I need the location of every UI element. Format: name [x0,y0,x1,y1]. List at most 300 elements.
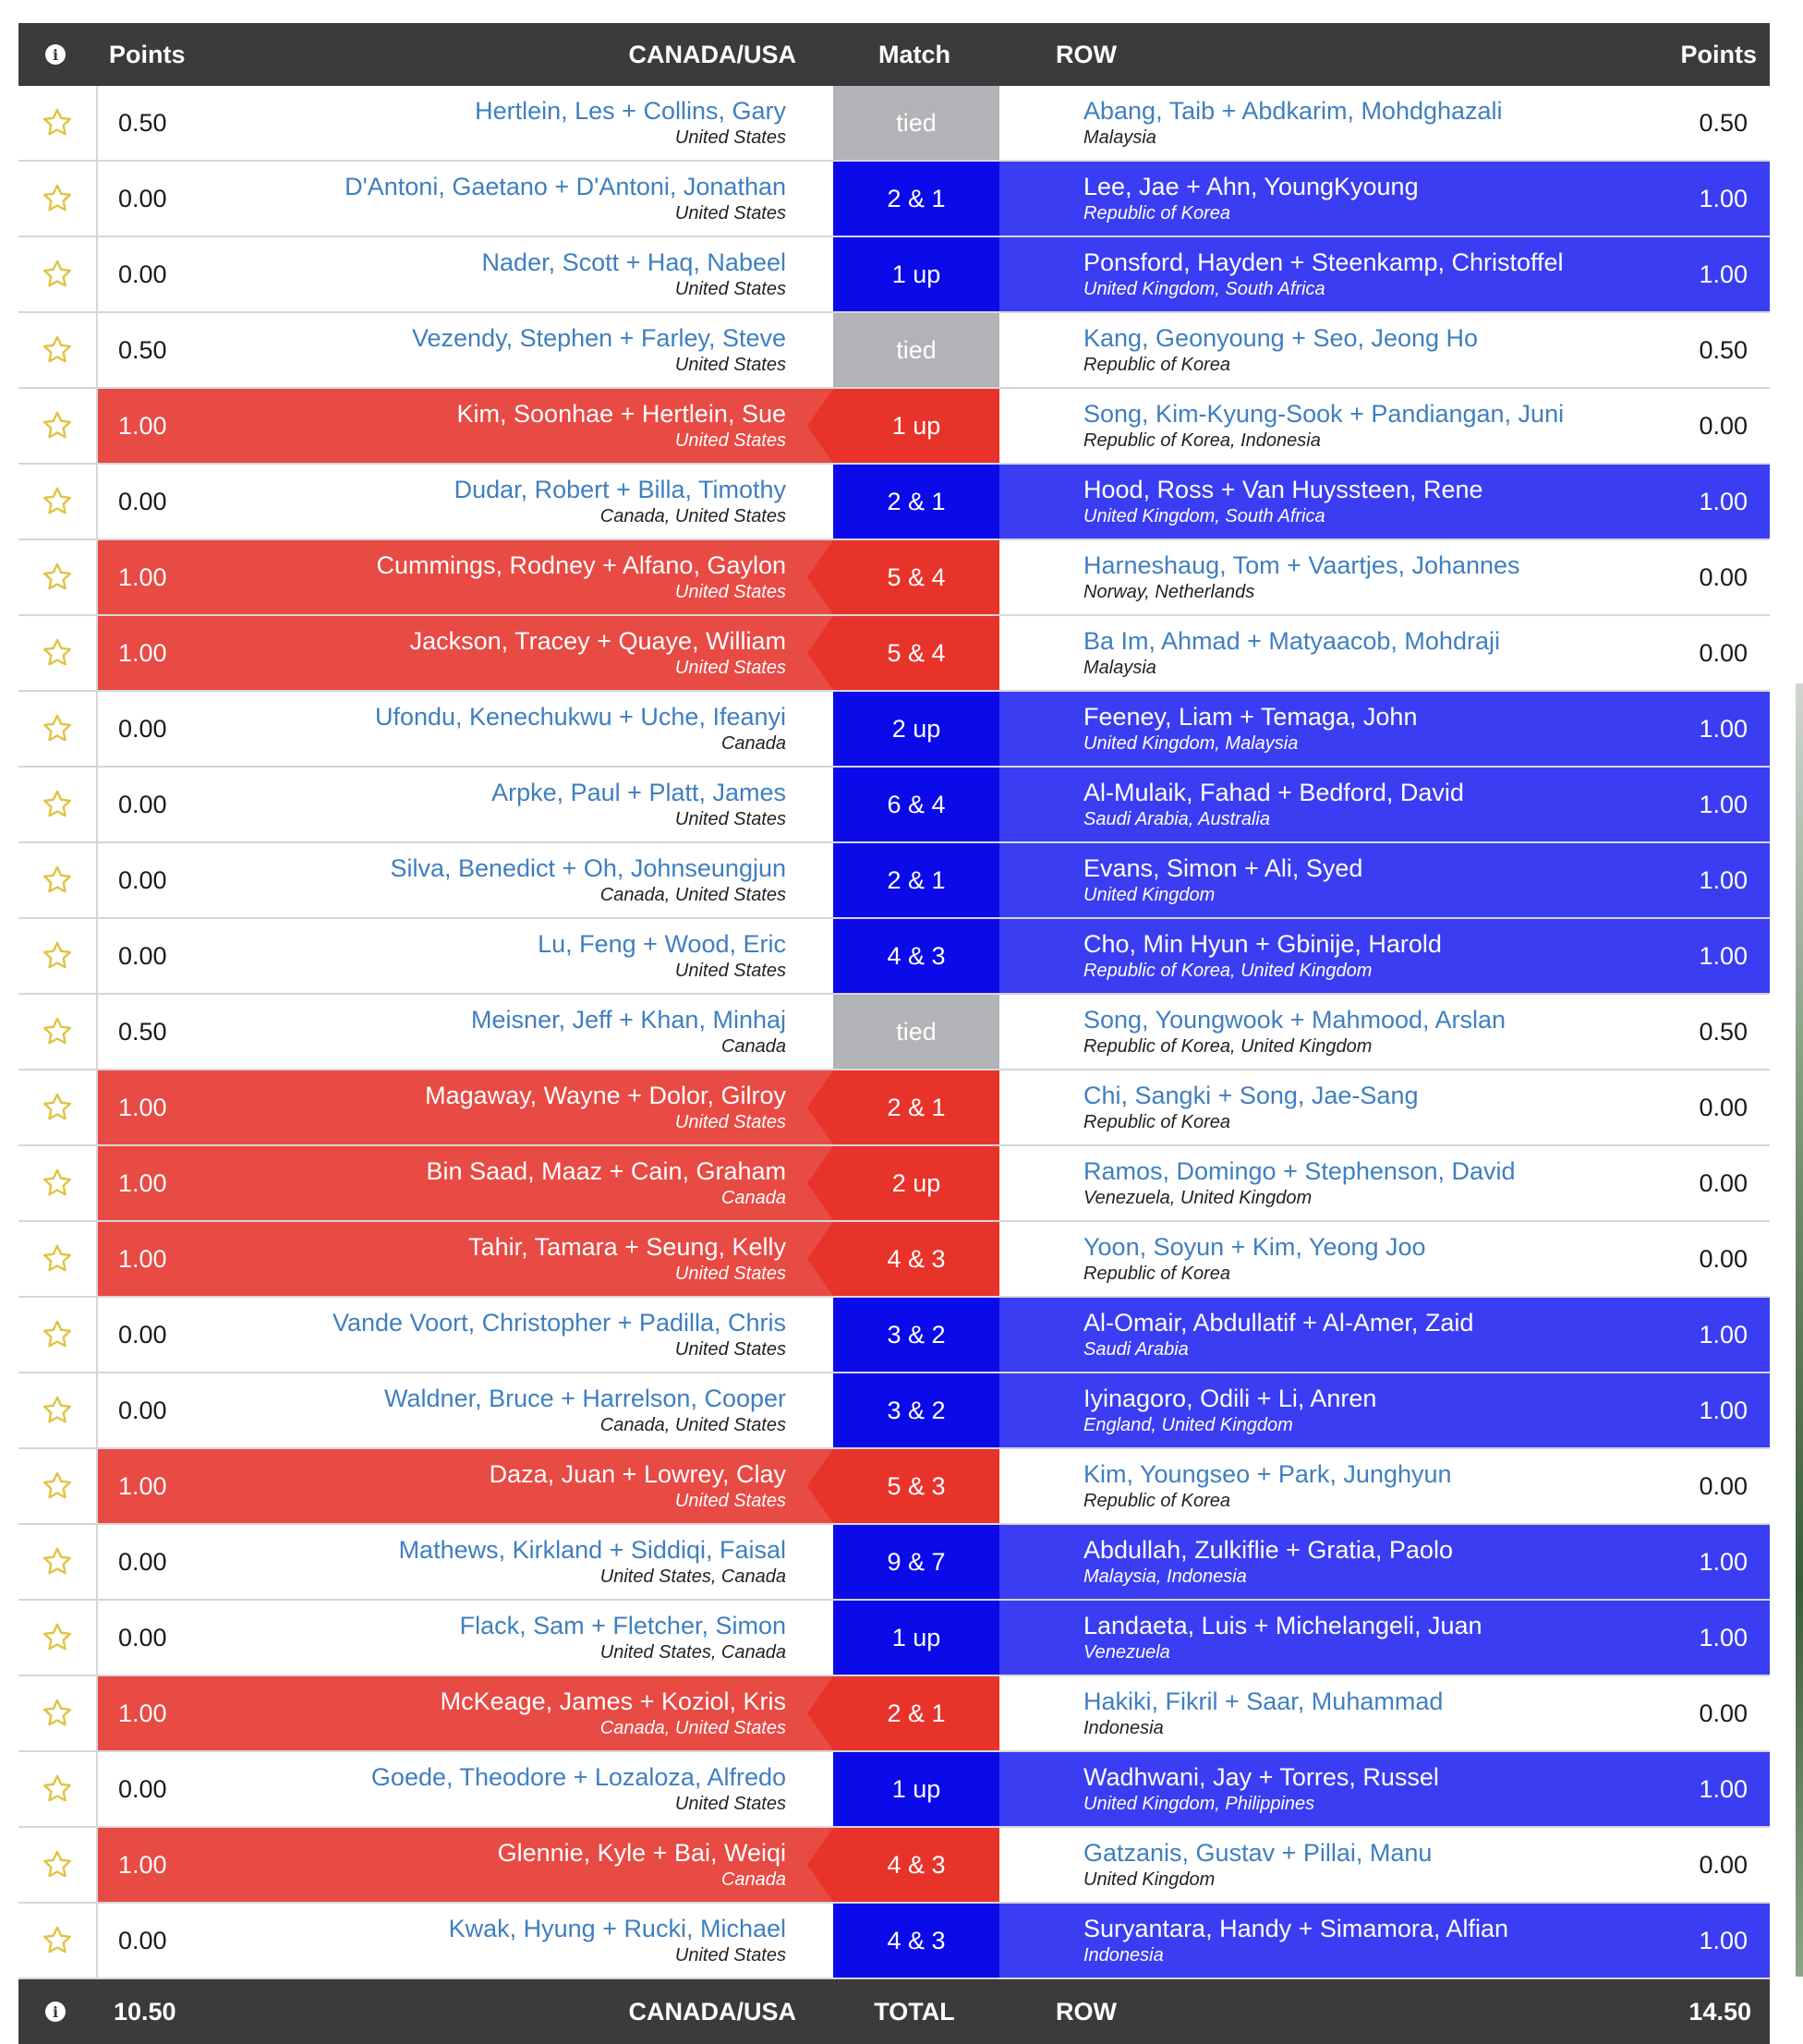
right-country: United Kingdom, Malaysia [1083,733,1299,754]
left-points: 0.00 [118,1396,167,1424]
right-points: 0.00 [1699,562,1748,591]
left-team [399,1534,786,1588]
right-country: Republic of Korea, Indonesia [1083,430,1321,451]
left-team [333,1307,786,1361]
right-team [1083,398,1564,452]
right-points: 0.00 [1699,638,1748,667]
right-team-cell [999,1525,1770,1599]
left-player-names-link[interactable]: Vezendy, Stephen + Farley, Steve [412,324,786,352]
right-country: United Kingdom [1083,885,1216,905]
right-team-cell [999,692,1770,766]
right-player-names-link[interactable]: Al-Mulaik, Fahad + Bedford, David [1083,779,1464,806]
right-player-names-link[interactable]: Evans, Simon + Ali, Syed [1083,854,1363,882]
left-player-names-link[interactable]: Kim, Soonhae + Hertlein, Sue [456,400,786,428]
match-row [18,919,1770,995]
right-team [1083,1307,1473,1361]
right-country: United Kingdom, South Africa [1083,279,1325,299]
left-team-cell [98,465,851,538]
left-country: United States [674,1491,786,1511]
left-points: 1.00 [118,638,167,667]
left-team [345,171,786,224]
match-result: 4 & 3 [833,1828,999,1902]
left-player-names-link[interactable]: Meisner, Jeff + Khan, Minhaj [471,1006,786,1034]
match-row [18,1298,1770,1373]
right-country: Malaysia [1083,658,1156,678]
right-player-names-link[interactable]: Hood, Ross + Van Huyssteen, Rene [1083,476,1483,503]
left-team-cell [98,540,851,614]
right-player-names-link[interactable]: Al-Omair, Abdullatif + Al-Amer, Zaid [1083,1309,1474,1336]
left-country: United States [674,1339,786,1360]
right-player-names-link[interactable]: Feeney, Liam + Temaga, John [1083,703,1418,731]
match-result: 2 up [833,692,999,766]
left-player-names-link[interactable]: Goede, Theodore + Lozaloza, Alfredo [370,1763,786,1791]
right-team-cell [999,540,1770,614]
right-team-cell [999,995,1770,1069]
left-player-names-link[interactable]: Tahir, Tamara + Seung, Kelly [468,1233,786,1261]
right-country: Venezuela, United Kingdom [1083,1188,1313,1208]
left-country: United States [674,658,786,678]
match-result: 4 & 3 [833,919,999,993]
left-player-names-link[interactable]: Lu, Feng + Wood, Eric [538,930,786,958]
right-points: 1.00 [1699,714,1748,743]
right-points: 0.00 [1699,411,1748,440]
match-result: 9 & 7 [833,1525,999,1599]
match-row [18,1373,1770,1449]
right-points: 0.00 [1699,1471,1748,1500]
match-row [18,162,1770,237]
left-points: 0.00 [118,1320,167,1349]
right-points: 1.00 [1699,487,1748,515]
left-team [384,1383,786,1436]
left-team [457,398,786,452]
left-team-cell [98,1222,851,1296]
right-team-cell [999,389,1770,463]
match-row [18,1070,1770,1146]
right-team [1083,1534,1453,1588]
favorite-star-icon[interactable] [18,389,98,463]
header-right-points: Points [1680,40,1757,68]
left-points: 1.00 [118,1244,167,1273]
left-points: 1.00 [118,1093,167,1121]
left-team [412,322,786,376]
left-points: 1.00 [118,1850,167,1879]
right-points: 1.00 [1699,1623,1748,1651]
right-player-names-link[interactable]: Chi, Sangki + Song, Jae-Sang [1083,1082,1419,1109]
right-country: Republic of Korea [1083,355,1230,375]
right-team [1083,1231,1426,1285]
left-country: United States, Canada [599,1566,786,1587]
header-match: Match [877,40,950,68]
left-country: Canada [720,1188,786,1208]
left-player-names-link[interactable]: Magaway, Wayne + Dolor, Gilroy [425,1082,786,1109]
left-country: United States [674,809,786,829]
right-team-cell [999,162,1770,236]
left-team-cell [98,1298,851,1372]
left-team-cell [98,1525,851,1599]
favorite-star-icon[interactable] [18,1676,98,1750]
favorite-star-icon[interactable] [18,1070,98,1144]
right-country: Republic of Korea [1083,1491,1230,1511]
right-team [1083,625,1500,679]
background-photo-edge [1796,683,1803,1977]
match-row [18,1676,1770,1752]
match-result: 1 up [833,237,999,311]
left-country: Canada, United States [599,506,786,526]
header-left-team: CANADA/USA [628,40,796,68]
left-points: 0.00 [118,941,167,970]
header-left-points: Points [109,40,186,68]
favorite-star-icon[interactable] [18,1601,98,1675]
match-row [18,313,1770,389]
right-country: Malaysia, Indonesia [1083,1566,1247,1587]
right-country: Republic of Korea [1083,1264,1230,1284]
favorite-star-icon[interactable] [18,237,98,311]
left-points: 0.00 [118,790,167,818]
match-result: tied [833,86,999,160]
match-result: 2 & 1 [833,465,999,538]
right-points: 0.50 [1699,108,1748,137]
right-country: Malaysia [1083,127,1156,148]
favorite-star-icon[interactable] [18,768,98,841]
right-team-cell [999,313,1770,387]
match-row [18,86,1770,162]
left-player-names-link[interactable]: Ufondu, Kenechukwu + Uche, Ifeanyi [374,703,786,731]
match-row [18,540,1770,616]
match-result: tied [833,313,999,387]
match-result: 2 & 1 [833,162,999,236]
right-points: 1.00 [1699,1774,1748,1803]
left-points: 1.00 [118,1168,167,1197]
match-row [18,1828,1770,1904]
left-player-names-link[interactable]: Waldner, Bruce + Harrelson, Cooper [384,1385,786,1412]
left-player-names-link[interactable]: Dudar, Robert + Billa, Timothy [454,476,786,503]
match-result: 4 & 3 [833,1904,999,1977]
right-player-names-link[interactable]: Lee, Jae + Ahn, YoungKyoung [1083,173,1419,200]
right-country: Norway, Netherlands [1083,582,1255,602]
left-points: 0.00 [118,487,167,515]
left-team [449,1913,786,1966]
left-player-names-link[interactable]: Bin Saad, Maaz + Cain, Graham [426,1157,786,1185]
right-player-names-link[interactable]: Harneshaug, Tom + Vaartjes, Johannes [1083,551,1520,579]
match-row [18,692,1770,768]
left-team [491,777,786,830]
right-team [1083,1610,1482,1663]
left-team [425,1080,786,1133]
right-team-cell [999,1828,1770,1902]
left-team-cell [98,86,851,160]
favorite-star-icon[interactable] [18,1298,98,1372]
left-team-cell [98,1904,851,1977]
right-team-cell [999,616,1770,690]
favorite-star-icon[interactable] [18,843,98,917]
favorite-star-icon[interactable] [18,1222,98,1296]
right-team-cell [999,1146,1770,1220]
favorite-star-icon[interactable] [18,1525,98,1599]
right-player-names-link[interactable]: Song, Youngwook + Mahmood, Arslan [1083,1006,1507,1034]
left-team-cell [98,389,851,463]
match-row [18,389,1770,465]
right-team-cell [999,919,1770,993]
favorite-star-icon[interactable] [18,1449,98,1523]
scoreboard-table [18,23,1770,2044]
left-points: 0.50 [118,335,167,364]
right-player-names-link[interactable]: Abdullah, Zulkiflie + Gratia, Paolo [1083,1536,1453,1564]
right-country: Republic of Korea, United Kingdom [1083,1036,1373,1057]
right-points: 1.00 [1699,941,1748,970]
left-country: Canada [720,1036,786,1057]
left-country: United States [674,1264,786,1284]
left-team-cell [98,768,851,841]
left-points: 1.00 [118,562,167,591]
match-result: 1 up [833,389,999,463]
favorite-star-icon[interactable] [18,162,98,236]
footer-right-team: ROW [1056,1997,1117,2026]
right-team-cell [999,1601,1770,1675]
left-points: 1.00 [118,411,167,440]
right-team-cell [999,1298,1770,1372]
match-row [18,1904,1770,1979]
right-player-names-link[interactable]: Song, Kim-Kyung-Sook + Pandiangan, Juni [1083,400,1565,428]
right-player-names-link[interactable]: Kim, Youngseo + Park, Junghyun [1083,1460,1452,1488]
right-country: United Kingdom, Philippines [1083,1794,1315,1814]
right-team [1083,1761,1439,1815]
left-points: 0.00 [118,865,167,894]
favorite-star-icon[interactable] [18,540,98,614]
left-player-names-link[interactable]: McKeage, James + Koziol, Kris [440,1687,786,1715]
right-team-cell [999,843,1770,917]
left-team-cell [98,919,851,993]
favorite-star-icon[interactable] [18,1828,98,1902]
right-country: Saudi Arabia, Australia [1083,809,1270,829]
left-points: 0.00 [118,714,167,743]
favorite-star-icon[interactable] [18,995,98,1069]
right-country: Indonesia [1083,1718,1164,1738]
right-team [1083,171,1419,224]
favorite-star-icon[interactable] [18,1752,98,1826]
right-team [1083,1458,1452,1512]
right-points: 1.00 [1699,184,1748,212]
left-player-names-link[interactable]: Mathews, Kirkland + Siddiqi, Faisal [398,1536,786,1564]
match-row [18,1449,1770,1525]
right-team [1083,95,1503,149]
left-player-names-link[interactable]: D'Antoni, Gaetano + D'Antoni, Jonathan [345,173,786,200]
favorite-star-icon[interactable] [18,1146,98,1220]
match-row [18,1146,1770,1222]
left-team [454,474,786,527]
left-team-cell [98,843,851,917]
left-points: 0.00 [118,1623,167,1651]
left-player-names-link[interactable]: Kwak, Hyung + Rucki, Michael [448,1915,786,1942]
right-points: 1.00 [1699,260,1748,288]
match-result: 1 up [833,1752,999,1826]
left-points: 0.00 [118,1774,167,1803]
left-team-cell [98,1676,851,1750]
right-country: Indonesia [1083,1945,1164,1965]
left-country: Canada [720,1869,786,1890]
right-player-names-link[interactable]: Ramos, Domingo + Stephenson, David [1083,1157,1516,1185]
right-points: 1.00 [1699,1396,1748,1424]
right-team [1083,1913,1508,1966]
left-team-cell [98,313,851,387]
left-country: Canada, United States [599,1718,786,1738]
right-team [1083,1004,1506,1058]
match-result: 2 & 1 [833,843,999,917]
left-player-names-link[interactable]: Arpke, Paul + Platt, James [491,779,786,806]
match-result: 5 & 4 [833,540,999,614]
footer-left-total: 10.50 [114,1997,176,2026]
right-player-names-link[interactable]: Kang, Geonyoung + Seo, Jeong Ho [1083,324,1479,352]
right-team-cell [999,1904,1770,1977]
match-row [18,995,1770,1070]
right-player-names-link[interactable]: Suryantara, Handy + Simamora, Alfian [1083,1915,1508,1942]
left-team [468,1231,786,1285]
left-team-cell [98,162,851,236]
left-team-cell [98,616,851,690]
left-player-names-link[interactable]: Glennie, Kyle + Bai, Weiqi [497,1839,786,1867]
match-result: 6 & 4 [833,768,999,841]
right-team-cell [999,1373,1770,1447]
right-team [1083,1837,1432,1891]
right-team [1083,1155,1516,1209]
right-team [1083,1383,1376,1436]
right-country: Republic of Korea, United Kingdom [1083,961,1373,981]
left-country: United States [674,430,786,451]
left-team-cell [98,237,851,311]
footer-right-total: 14.50 [1688,1997,1751,2026]
left-country: Canada, United States [599,1415,786,1435]
left-team [471,1004,786,1058]
match-result: 2 & 1 [833,1676,999,1750]
info-icon[interactable]: i [44,23,67,86]
right-points: 1.00 [1699,1547,1748,1576]
right-team-cell [999,1752,1770,1826]
match-row [18,1601,1770,1676]
match-row [18,1752,1770,1828]
left-team-cell [98,692,851,766]
left-player-names-link[interactable]: Hertlein, Les + Collins, Gary [475,97,786,125]
favorite-star-icon[interactable] [18,86,98,160]
right-player-names-link[interactable]: Cho, Min Hyun + Gbinije, Harold [1083,930,1442,958]
right-points: 1.00 [1699,1926,1748,1954]
favorite-star-icon[interactable] [18,1904,98,1977]
header-right-team: ROW [1056,40,1117,68]
left-points: 0.00 [118,1547,167,1576]
left-team-cell [98,995,851,1069]
left-player-names-link[interactable]: Nader, Scott + Haq, Nabeel [481,248,786,276]
favorite-star-icon[interactable] [18,616,98,690]
right-player-names-link[interactable]: Ba Im, Ahmad + Matyaacob, Mohdraji [1083,627,1500,655]
right-team [1083,1080,1418,1133]
left-country: United States [674,127,786,148]
left-team-cell [98,1752,851,1826]
right-team [1083,928,1442,982]
favorite-star-icon[interactable] [18,465,98,538]
match-rows [18,86,1770,1979]
favorite-star-icon[interactable] [18,692,98,766]
right-team [1083,1686,1443,1739]
right-player-names-link[interactable]: Landaeta, Luis + Michelangeli, Juan [1083,1612,1482,1639]
left-team-cell [98,1449,851,1523]
right-player-names-link[interactable]: Abang, Taib + Abdkarim, Mohdghazali [1083,97,1503,125]
right-team [1083,322,1478,376]
right-points: 0.00 [1699,1850,1748,1879]
right-team-cell [999,465,1770,538]
right-points: 0.00 [1699,1699,1748,1727]
left-country: United States [674,355,786,375]
right-team-cell [999,1449,1770,1523]
right-team [1083,474,1483,527]
right-points: 0.00 [1699,1168,1748,1197]
left-country: United States [674,279,786,299]
right-country: Saudi Arabia [1083,1339,1189,1360]
right-team-cell [999,237,1770,311]
match-result: 2 up [833,1146,999,1220]
footer-total-label: TOTAL [874,1997,955,2026]
right-player-names-link[interactable]: Gatzanis, Gustav + Pillai, Manu [1083,1839,1433,1867]
right-player-names-link[interactable]: Ponsford, Hayden + Steenkamp, Christoffel [1083,248,1564,276]
left-team [371,1761,786,1815]
left-player-names-link[interactable]: Flack, Sam + Fletcher, Simon [459,1612,786,1639]
left-team [427,1155,786,1209]
left-team-cell [98,1601,851,1675]
left-country: United States [674,961,786,981]
right-player-names-link[interactable]: Wadhwani, Jay + Torres, Russel [1083,1763,1439,1791]
match-row [18,616,1770,692]
left-team [490,1458,786,1512]
favorite-star-icon[interactable] [18,313,98,387]
left-team [410,625,786,679]
match-row [18,465,1770,540]
right-player-names-link[interactable]: Yoon, Soyun + Kim, Yeong Joo [1083,1233,1426,1261]
left-player-names-link[interactable]: Vande Voort, Christopher + Padilla, Chris [332,1309,786,1336]
match-result: 5 & 3 [833,1449,999,1523]
left-team-cell [98,1146,851,1220]
right-player-names-link[interactable]: Hakiki, Fikril + Saar, Muhammad [1083,1687,1444,1715]
right-country: Republic of Korea [1083,203,1230,224]
left-country: United States [674,1794,786,1814]
info-icon[interactable]: i [44,1979,67,2044]
footer-left-team: CANADA/USA [628,1997,796,2026]
right-team [1083,701,1417,755]
left-points: 1.00 [118,1471,167,1500]
match-result: 4 & 3 [833,1222,999,1296]
left-player-names-link[interactable]: Silva, Benedict + Oh, Johnseungjun [390,854,786,882]
left-player-names-link[interactable]: Daza, Juan + Lowrey, Clay [489,1460,786,1488]
footer-row [18,1979,1770,2044]
right-country: Venezuela [1083,1642,1170,1663]
left-points: 1.00 [118,1699,167,1727]
left-team [375,701,786,755]
left-player-names-link[interactable]: Cummings, Rodney + Alfano, Gaylon [376,551,786,579]
right-country: United Kingdom [1083,1869,1216,1890]
left-team [460,1610,786,1663]
favorite-star-icon[interactable] [18,1373,98,1447]
favorite-star-icon[interactable] [18,919,98,993]
right-points: 1.00 [1699,1320,1748,1349]
match-result: 1 up [833,1601,999,1675]
left-team [377,550,786,603]
right-team-cell [999,1222,1770,1296]
left-country: United States [674,1945,786,1965]
left-team-cell [98,1373,851,1447]
left-player-names-link[interactable]: Jackson, Tracey + Quaye, William [409,627,786,655]
left-team [390,853,786,906]
left-team [498,1837,786,1891]
right-player-names-link[interactable]: Iyinagoro, Odili + Li, Anren [1083,1385,1377,1412]
left-points: 0.00 [118,1926,167,1954]
right-points: 0.00 [1699,1244,1748,1273]
match-result: 5 & 4 [833,616,999,690]
